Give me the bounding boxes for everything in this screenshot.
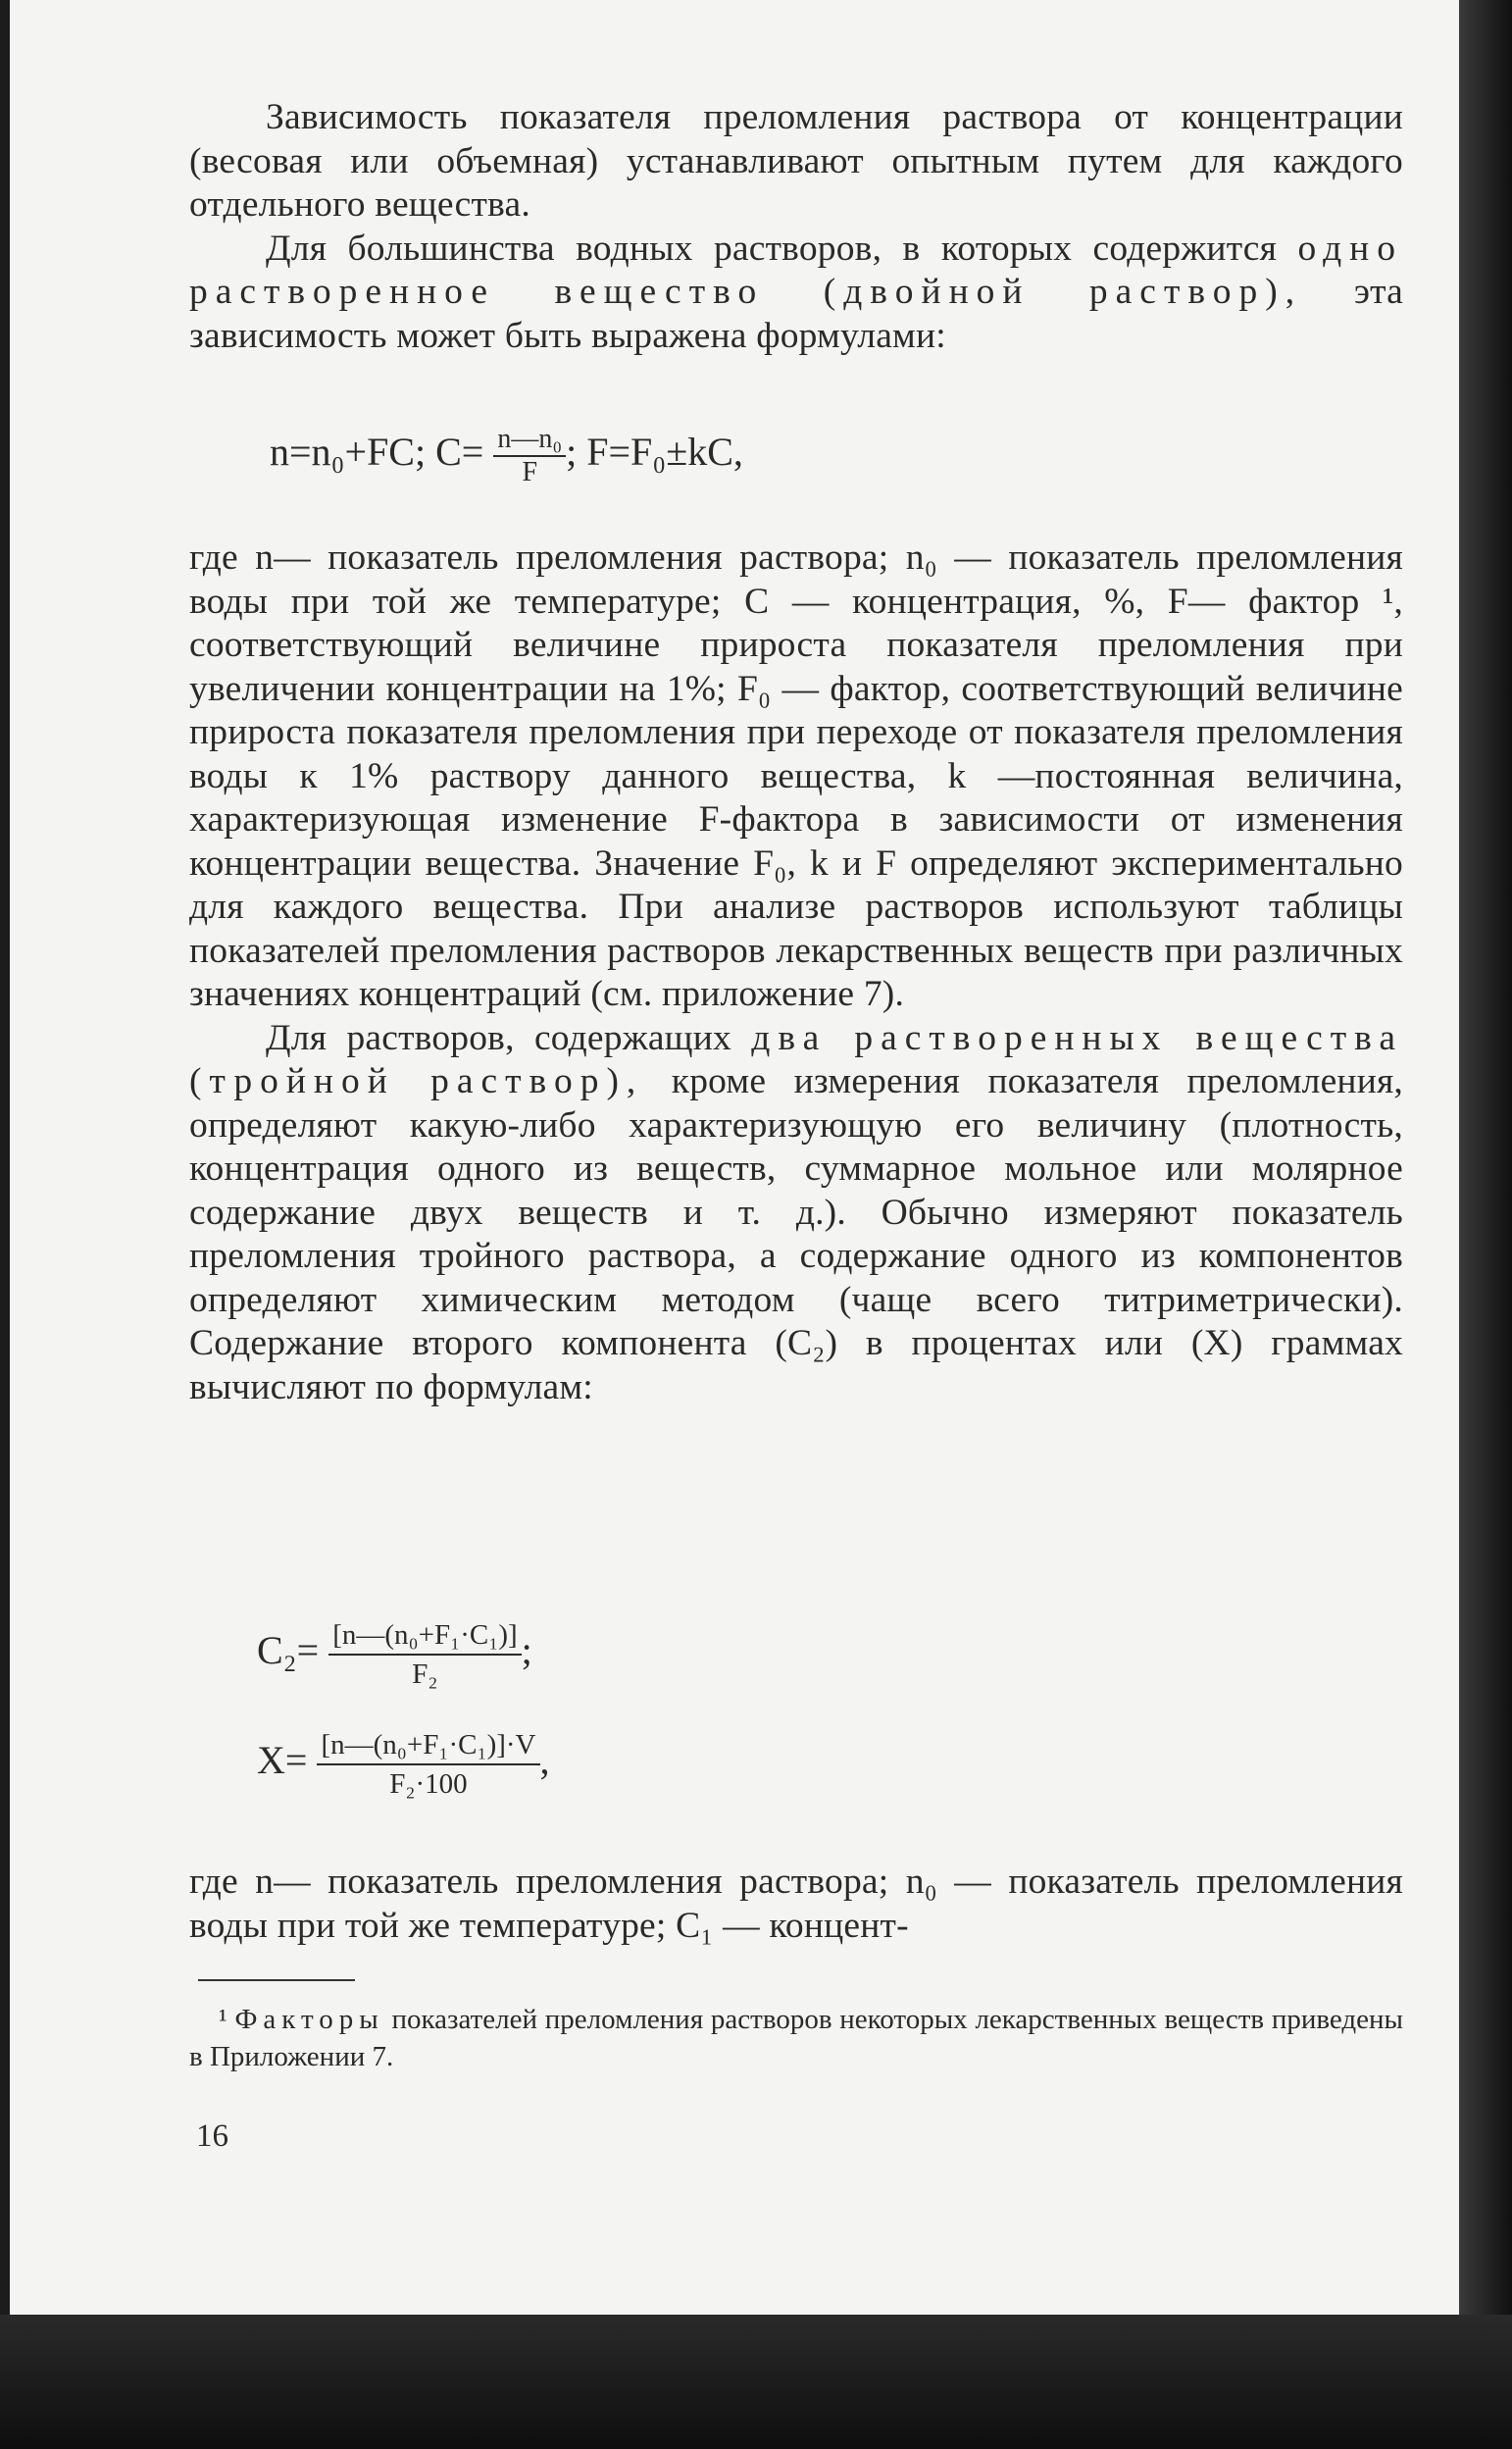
book-spine-shadow: [1459, 0, 1512, 2449]
formula-3-denominator: F₂·100: [389, 1768, 468, 1800]
scan-bottom-edge: [0, 2315, 1512, 2449]
paragraph-2-rest: эта зависимость может быть выражена формулами:: [189, 272, 1403, 356]
paragraph-1: Зависимость показателя преломления раствора от концентрации (весовая или объемная) устанавливают опытным путем для каждого отдельного вещества.: [189, 97, 1403, 225]
page-number: 16: [196, 2118, 228, 2154]
paragraph-2-lead: Для большинства водных растворов, в которых содержится: [266, 228, 1278, 269]
footnote: [189, 2001, 1403, 2075]
formula-refraction: [270, 424, 743, 488]
footnote-marker: ¹: [219, 2004, 227, 2035]
formula-1-c-label: C=: [435, 430, 484, 475]
formula-c2: [257, 1616, 532, 1693]
formula-x: [257, 1726, 550, 1803]
footnote-divider: [198, 1979, 355, 1981]
formula-1-fraction: [493, 424, 566, 488]
formula-1-denominator: F: [522, 457, 538, 487]
formula-2-lhs: C₂=: [257, 1628, 320, 1673]
formula-1-part-a: n=n₀+FC;: [270, 430, 427, 475]
formula-1-numerator: n—n₀: [493, 424, 566, 457]
paragraph-4-rest: кроме измерения показателя преломления, определяют какую-либо характеризующую его величину (плотность, концентрация одного из веществ, суммарное мольное или молярное содержание двух веществ и т. д.). Обычно измеряют показатель преломления тройного раствора, а содержание одного из компонентов определяют химическим методом (чаще всего титриметрически). Содержание второго компонента (C₂) в процентах или (X) граммах вычисляют по формулам:: [189, 1061, 1403, 1407]
paragraph-3: где n— показатель преломления раствора; n₀ — показатель преломления воды при той же температуре; С — концентрация, %, F— фактор ¹, соответствующий величине прироста показателя преломления при увеличении концентрации на 1%; F₀ — фактор, соответствующий величине прироста показателя преломления при переходе от показателя преломления воды к 1% раствору данного вещества, k —постоянная величина, характеризующая изменение F-фактора в зависимости от изменения концентрации вещества. Значение F₀, k и F определяют экспериментально для каждого вещества. При анализе растворов используют таблицы показателей преломления растворов лекарственных веществ при различных значениях концентраций (см. приложение 7).: [189, 537, 1403, 1014]
formula-2-denominator: F₂: [412, 1658, 438, 1690]
formula-3-fraction: [317, 1726, 539, 1803]
formula-2-tail: ;: [521, 1628, 532, 1673]
body-text-bottom: [189, 1861, 1403, 1948]
formula-3-lhs: X=: [257, 1738, 308, 1783]
formula-3-tail: ,: [539, 1738, 550, 1783]
footnote-spaced-word: Факторы: [234, 2004, 384, 2035]
paragraph-5: где n— показатель преломления раствора; n₀ — показатель преломления воды при той же температуре; C₁ — концент-: [189, 1862, 1403, 1946]
paragraph-2-spaced: одно растворенное вещество (двойной раствор),: [189, 228, 1404, 312]
formula-2-fraction: [328, 1616, 521, 1693]
paragraph-4-spaced: два растворенных вещества (тройной раствор),: [189, 1017, 1403, 1101]
formula-1-part-b: ; F=F₀±kC,: [566, 430, 743, 475]
footnote-text: показателей преломления растворов некоторых лекарственных веществ приведены в Приложении 7.: [189, 2004, 1404, 2072]
book-page: [10, 0, 1459, 2315]
paragraph-4-lead: Для растворов, содержащих: [266, 1017, 731, 1058]
body-text-top: [189, 96, 1403, 358]
body-text-middle: [189, 536, 1403, 1409]
paragraph-4: [189, 1017, 1403, 1410]
formula-3-numerator: [n—(n₀+F₁·C₁)]·V: [317, 1726, 539, 1765]
paragraph-2: [189, 228, 1403, 359]
formula-2-numerator: [n—(n₀+F₁·C₁)]: [328, 1616, 521, 1656]
